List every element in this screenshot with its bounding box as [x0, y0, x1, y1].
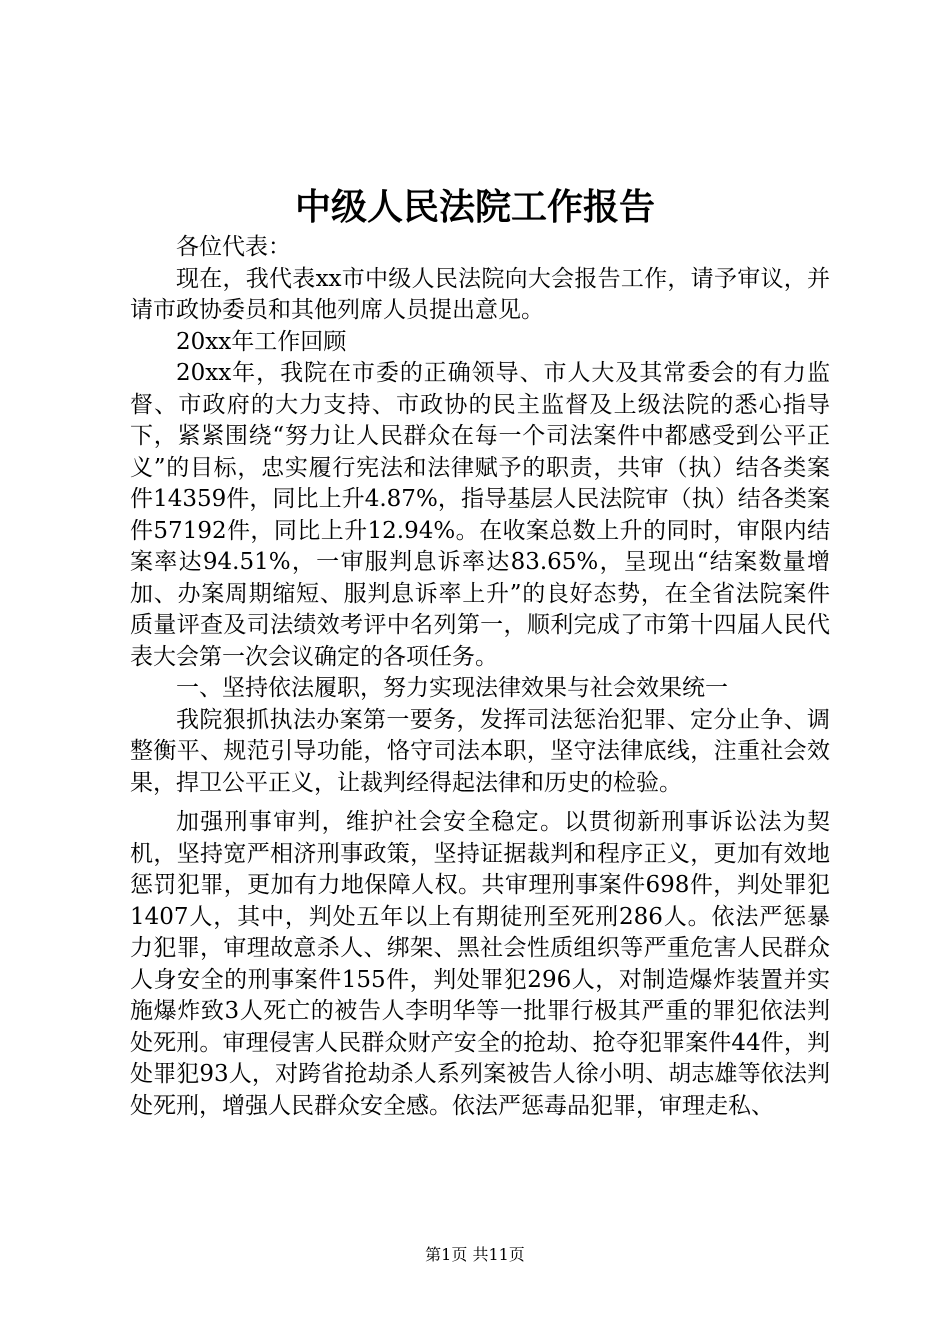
document-body	[130, 232, 830, 1122]
section-heading-one: 一、坚持依法履职，努力实现法律效果与社会效果统一	[176, 675, 728, 701]
salutation-paragraph: 各位代表：	[176, 234, 291, 260]
criminal-trial-paragraph: 加强刑事审判，维护社会安全稳定。以贯彻新刑事诉讼法为契机，坚持宽严相济刑事政策，坚持证据裁判和程序正义，更加有效地惩罚犯罪，更加有力地保障人权。共审理刑事案件698件，判处罪犯1407人，其中，判处五年以上有期徒刑至死刑286人。依法严惩暴力犯罪，审理故意杀人、绑架、黑社会性质组织等严重危害人民群众人身安全的刑事案件155件，判处罪犯296人，对制造爆炸装置并实施爆炸致3人死亡的被告人李明华等一批罪行极其严重的罪犯依法判处死刑。审理侵害人民群众财产安全的抢劫、抢夺犯罪案件44件，判处罪犯93人，对跨省抢劫杀人系列案被告人徐小明、胡志雄等依法判处死刑，增强人民群众安全感。依法严惩毒品犯罪，审理走私、	[130, 809, 830, 1119]
section-heading-review: 20xx年工作回顾	[176, 328, 347, 355]
duty-paragraph: 我院狠抓执法办案第一要务，发挥司法惩治犯罪、定分止争、调整衡平、规范引导功能，恪守司法本职，坚守法律底线，注重社会效果，捍卫公平正义，让裁判经得起法律和历史的检验。	[130, 706, 830, 796]
document-title: 中级人民法院工作报告	[294, 186, 655, 228]
page-footer: 第1页 共11页	[425, 1245, 525, 1264]
intro-paragraph: 现在，我代表xx市中级人民法院向大会报告工作，请予审议，并请市政协委员和其他列席人员提出意见。	[130, 265, 830, 323]
summary-paragraph: 20xx年，我院在市委的正确领导、市人大及其常委会的有力监督、市政府的大力支持、市政协的民主监督及上级法院的悉心指导下，紧紧围绕“努力让人民群众在每一个司法案件中都感受到公平正义”的目标，忠实履行宪法和法律赋予的职责，共审（执）结各类案件14359件，同比上升4.87%，指导基层人民法院审（执）结各类案件57192件，同比上升12.94%。在收案总数上升的同时，审限内结案率达94.51%，一审服判息诉率达83.65%，呈现出“结案数量增加、办案周期缩短、服判息诉率上升”的良好态势，在全省法院案件质量评查及司法绩效考评中名列第一，顺利完成了市第十四届人民代表大会第一次会议确定的各项任务。	[130, 360, 830, 670]
